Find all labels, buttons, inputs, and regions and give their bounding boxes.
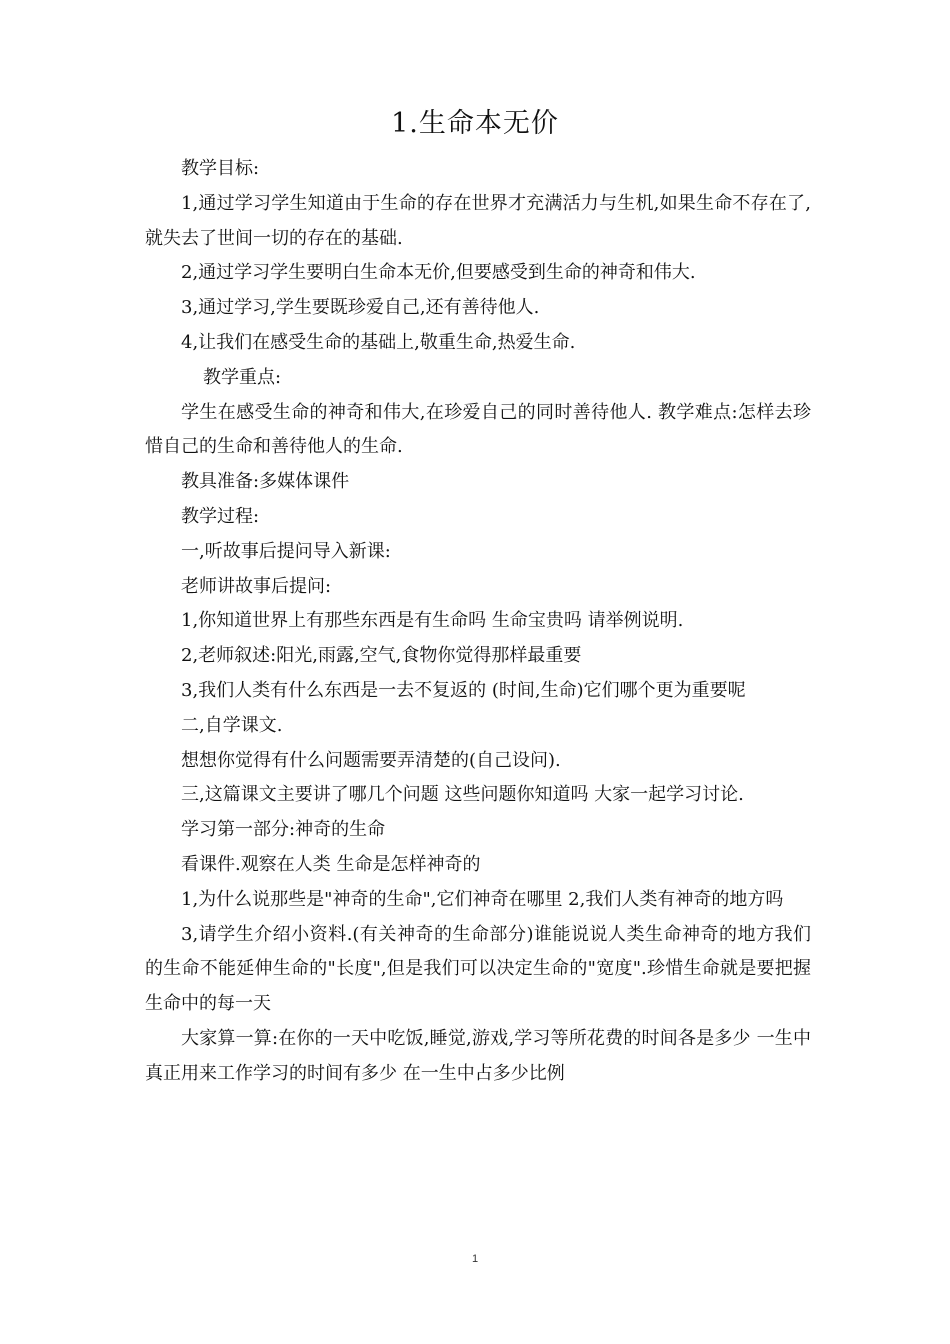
paragraph-section-2-heading: 二,自学课文. bbox=[181, 714, 283, 736]
paragraph-question-3: 3,我们人类有什么东西是一去不复返的 (时间,生命)它们哪个更为重要呢 bbox=[181, 679, 746, 701]
paragraph-courseware: 看课件.观察在人类 生命是怎样神奇的 bbox=[181, 853, 481, 875]
paragraph-self-question: 想想你觉得有什么问题需要弄清楚的(自己设问). bbox=[181, 749, 561, 771]
paragraph-key-points: 学生在感受生命的神奇和伟大,在珍爱自己的同时善待他人. 教学难点:怎样去珍惜自己的生命和善待他人的生命. bbox=[145, 401, 811, 458]
paragraph-key-points-heading: 教学重点: bbox=[203, 366, 282, 388]
paragraph-section-3: 三,这篇课文主要讲了哪几个问题 这些问题你知道吗 大家一起学习讨论. bbox=[181, 784, 744, 806]
paragraph-magic-questions: 1,为什么说那些是"神奇的生命",它们神奇在哪里 2,我们人类有神奇的地方吗 bbox=[181, 888, 784, 910]
paragraph-teacher-story: 老师讲故事后提问: bbox=[181, 575, 332, 597]
document-title: 1.生命本无价 bbox=[391, 108, 559, 139]
paragraph-goal-1: 1,通过学习学生知道由于生命的存在世界才充满活力与生机,如果生命不存在了,就失去了世间一切的存在的基础. bbox=[145, 192, 811, 249]
paragraph-time-calculation: 大家算一算:在你的一天中吃饭,睡觉,游戏,学习等所花费的时间各是多少 一生中真正用来工作学习的时间有多少 在一生中占多少比例 bbox=[145, 1027, 811, 1084]
paragraph-student-materials: 3,请学生介绍小资料.(有关神奇的生命部分)谁能说说人类生命神奇的地方我们的生命不能延伸生命的"长度",但是我们可以决定生命的"宽度".珍惜生命就是要把握生命中的每一天 bbox=[145, 923, 811, 1015]
paragraph-part-1-heading: 学习第一部分:神奇的生命 bbox=[181, 819, 386, 841]
paragraph-section-1-heading: 一,听故事后提问导入新课: bbox=[181, 540, 391, 562]
paragraph-teaching-goals-heading: 教学目标: bbox=[181, 158, 260, 179]
document-body bbox=[145, 152, 811, 1092]
paragraph-teaching-aids: 教具准备:多媒体课件 bbox=[181, 471, 350, 493]
paragraph-goal-2: 2,通过学习学生要明白生命本无价,但要感受到生命的神奇和伟大. bbox=[181, 262, 696, 284]
paragraph-question-1: 1,你知道世界上有那些东西是有生命吗 生命宝贵吗 请举例说明. bbox=[181, 610, 684, 632]
paragraph-goal-3: 3,通过学习,学生要既珍爱自己,还有善待他人. bbox=[181, 297, 540, 319]
paragraph-question-2: 2,老师叙述:阳光,雨露,空气,食物你觉得那样最重要 bbox=[181, 645, 582, 667]
paragraph-process-heading: 教学过程: bbox=[181, 505, 260, 527]
page-number: 1 bbox=[471, 1253, 479, 1265]
paragraph-goal-4: 4,让我们在感受生命的基础上,敬重生命,热爱生命. bbox=[181, 331, 576, 353]
